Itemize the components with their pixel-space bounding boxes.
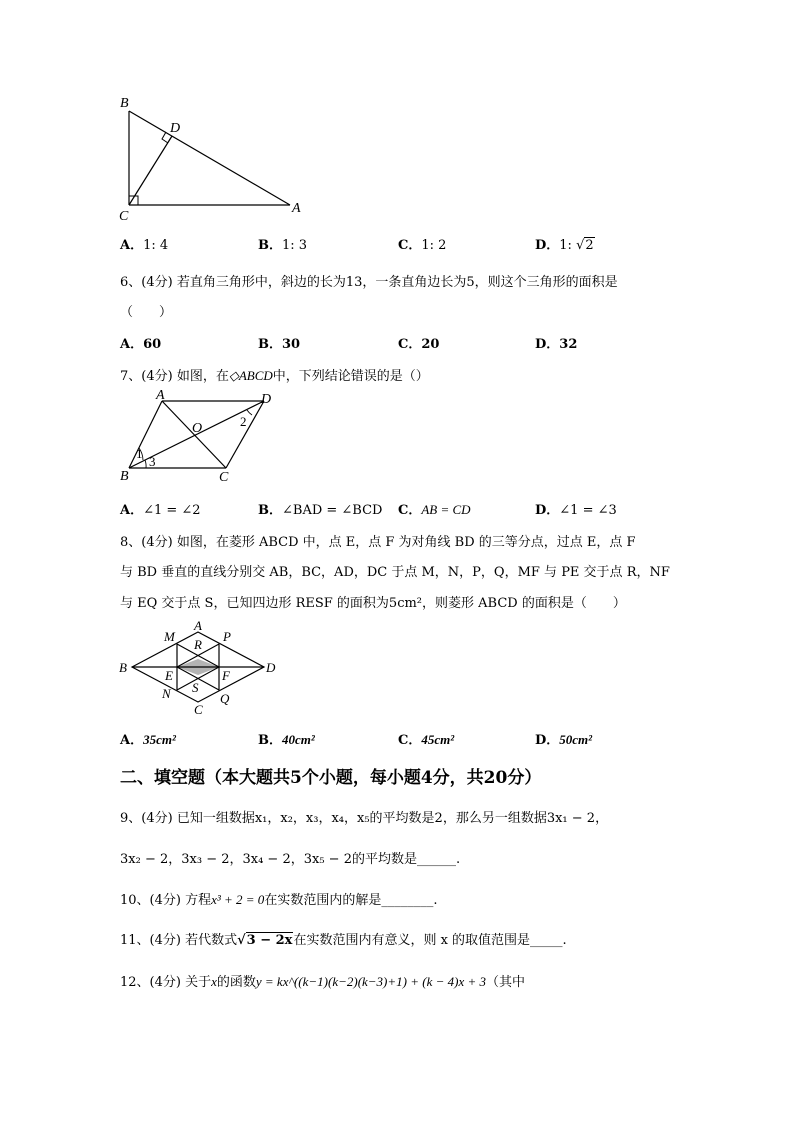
label-c: C bbox=[219, 470, 229, 484]
q11-text: 11、(4分) 若代数式√3 − 2x在实数范围内有意义，则 x 的取值范围是_____. bbox=[120, 933, 567, 948]
q8-text-line1: 8、(4分) 如图，在菱形 ABCD 中，点 E，点 F 为对角线 BD 的三等分点，过点 E，点 F bbox=[120, 535, 636, 550]
q5-option-d: D．1: √2 bbox=[535, 238, 594, 253]
label-a: A bbox=[156, 388, 165, 403]
q7-option-b: B．∠BAD = ∠BCD bbox=[258, 503, 383, 518]
figure-q7-parallelogram bbox=[112, 388, 282, 484]
q6-text-line2: （ ） bbox=[120, 305, 173, 320]
q9-text-line2: 3x₂ − 2，3x₃ − 2，3x₄ − 2，3x₅ − 2的平均数是______. bbox=[120, 852, 461, 867]
q8-option-a: A．35cm² bbox=[120, 732, 176, 748]
label-angle-3: 3 bbox=[149, 454, 156, 469]
q8-option-d: D．50cm² bbox=[535, 732, 593, 748]
label-d: D bbox=[261, 392, 272, 407]
q6-option-d: D．32 bbox=[535, 337, 578, 352]
q6-option-c: C．20 bbox=[398, 337, 440, 352]
q6-option-a: A．60 bbox=[120, 337, 162, 352]
label-s: S bbox=[192, 680, 199, 695]
label-d: D bbox=[170, 121, 181, 136]
label-n: N bbox=[162, 686, 171, 701]
q5-option-b: B．1: 3 bbox=[258, 238, 308, 253]
q7-shape: ◇ABCD bbox=[228, 368, 273, 383]
label-o: O bbox=[192, 421, 203, 436]
q6-text-line1: 6、(4分) 若直角三角形中，斜边的长为13，一条直角边长为5，则这个三角形的面积是 bbox=[120, 275, 618, 290]
label-a: A bbox=[292, 201, 301, 216]
section-heading: 二、填空题（本大题共5个小题，每小题4分，共20分） bbox=[120, 768, 542, 788]
q7-option-a: A．∠1 = ∠2 bbox=[120, 503, 201, 518]
label-b: B bbox=[119, 660, 127, 675]
label-e: E bbox=[165, 668, 173, 683]
label-angle-2: 2 bbox=[240, 414, 247, 429]
q7-option-c: C．AB = CD bbox=[398, 502, 471, 518]
label-d: D bbox=[266, 660, 276, 675]
label-q: Q bbox=[220, 691, 230, 706]
label-f: F bbox=[222, 668, 230, 683]
q10-text: 10、(4分) 方程x³ + 2 = 0在实数范围内的解是________. bbox=[120, 892, 438, 908]
q8-text-line3: 与 EQ 交于点 S，已知四边形 RESF 的面积为5cm²，则菱形 ABCD 的面积是（ ） bbox=[120, 596, 626, 611]
figure-q5-triangle bbox=[110, 92, 320, 224]
q8-text-line2: 与 BD 垂直的直线分别交 AB，BC，AD，DC 于点 M，N，P，Q，MF 与 PE 交于点 R，NF bbox=[120, 565, 670, 580]
q12-text: 12、(4分) 关于x的函数y = kx^((k−1)(k−2)(k−3)+1) + (k − 4)x + 3（其中 bbox=[120, 974, 526, 990]
label-a: A bbox=[194, 618, 202, 633]
q7-text: 7、(4分) 如图，在◇ABCD中，下列结论错误的是（） bbox=[120, 368, 429, 384]
q7-option-d: D．∠1 = ∠3 bbox=[535, 503, 617, 518]
label-m: M bbox=[164, 629, 175, 644]
q9-text-line1: 9、(4分) 已知一组数据x₁，x₂，x₃，x₄，x₅的平均数是2，那么另一组数据3x₁ − 2， bbox=[120, 811, 609, 826]
label-p: P bbox=[223, 629, 231, 644]
figure-q8-rhombus bbox=[112, 616, 287, 716]
label-c: C bbox=[194, 702, 203, 716]
label-angle-1: 1 bbox=[136, 446, 143, 461]
q5-option-c: C．1: 2 bbox=[398, 238, 447, 253]
q8-option-b: B．40cm² bbox=[258, 732, 315, 748]
label-r: R bbox=[194, 637, 202, 652]
q8-option-c: C．45cm² bbox=[398, 732, 455, 748]
q5-option-a: A．1: 4 bbox=[120, 238, 169, 253]
label-c: C bbox=[119, 209, 129, 224]
q6-option-b: B．30 bbox=[258, 337, 301, 352]
label-b: B bbox=[120, 469, 129, 484]
label-b: B bbox=[120, 96, 129, 111]
